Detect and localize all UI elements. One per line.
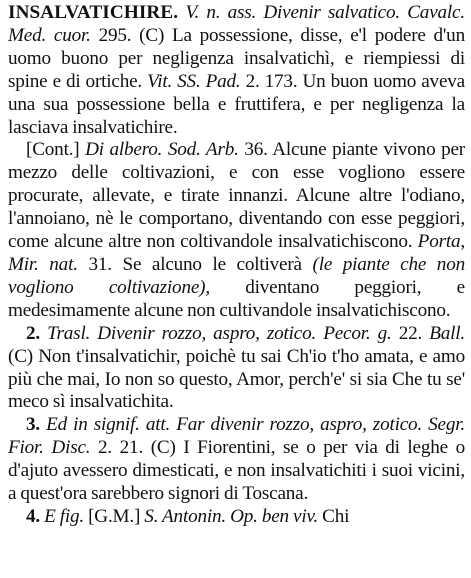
grammar-label: V. n. ass. [185, 2, 257, 23]
gloss: (le piante che non vogliono coltivazione), [8, 253, 465, 298]
source-citation: Cavalc. Med. cuor. [8, 2, 465, 46]
sense-label: E fig. [44, 505, 84, 527]
source-tag: (C) [150, 437, 176, 459]
editor-tag: [G.M.] [88, 505, 141, 527]
source-citation: Pecor. g. [323, 322, 392, 344]
sense-label: Ed in signif. att. Far divenir rozzo, aspro, zotico. [46, 414, 423, 436]
quotation: Chi [322, 505, 350, 527]
source-location: 36. [244, 139, 268, 161]
entry-paragraph-5 [8, 506, 465, 529]
source-location: 2. 21. [98, 437, 144, 459]
source-citation: Vit. SS. Pad. [147, 70, 241, 92]
source-citation: Segr. Fior. Disc. [8, 414, 465, 459]
sense-number: 4. [26, 505, 40, 527]
quotation: diventano peggiori, e medesimamente alcune non cultivandole insalvatichiscono. [8, 276, 465, 321]
source-citation: Sod. Arb. [167, 139, 239, 161]
entry-paragraph-2 [8, 139, 465, 322]
source-tag: (C) [8, 345, 33, 367]
source-location: 31. [88, 253, 112, 275]
source-location: 295. [98, 24, 132, 46]
dictionary-entry [8, 2, 465, 529]
quotation: Alcune piante vivono per mezzo delle coltivazioni, e con esse vogliono essere procurate, allevate, e tirate innanzi. Alcune altre l'odiano, l'annoiano, nè le comportano, diventando con esse peggiori, come alcune altre non coltivandole insalvatichiscono. [8, 139, 465, 253]
source-location: 2. 173. [245, 70, 298, 92]
sense-number: 3. [26, 414, 40, 436]
headword: INSALVATICHIRE. [8, 2, 179, 23]
sense-label: Trasl. Divenir rozzo, aspro, zotico. [47, 322, 317, 344]
editor-tag: [Cont.] [26, 139, 80, 161]
source-citation: S. Antonin. Op. ben viv. [144, 505, 318, 527]
entry-paragraph-4 [8, 414, 465, 506]
source-citation: Porta, Mir. nat. [8, 231, 465, 275]
entry-paragraph-3 [8, 323, 465, 415]
quotation: I Fiorentini, se o per via di leghe o d'ajuto avessero dimesticati, e non insalvatichiti i suoi vicini, a quest'ora sarebbero signori di Toscana. [8, 437, 465, 505]
quotation: Un buon uomo aveva una sua possessione bella e fruttifera, e per negligenza la lasciava insalvatichire. [8, 70, 465, 138]
sense-label: Di albero. [85, 139, 163, 161]
quotation: Se alcuno le coltiverà [122, 253, 302, 275]
entry-paragraph-1 [8, 2, 465, 139]
quotation: La possessione, disse, e'l podere d'un uomo buono per negligenza insalvatichì, e riempiessi di spine e di ortiche. [8, 24, 465, 92]
source-tag: (C) [139, 24, 165, 46]
sense-number: 2. [26, 322, 40, 344]
definition: Divenir salvatico. [263, 2, 400, 23]
source-citation: Ball. [429, 322, 465, 344]
source-location: 22. [398, 322, 423, 344]
quotation: Non t'insalvatichir, poichè tu sai Ch'io t'ho amata, e amo più che mai, Io non so questo, Amor, perch'e' si sia Che tu se' meco sì insalvatichita. [8, 345, 465, 413]
